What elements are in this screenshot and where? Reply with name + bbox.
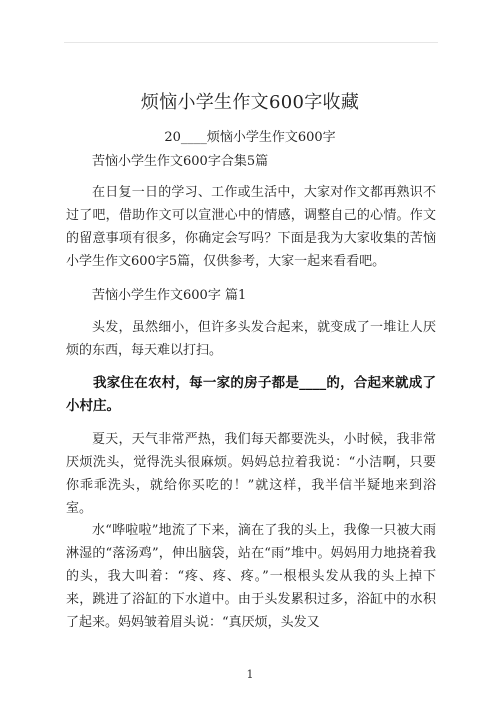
document-title: 烦恼小学生作文600字收藏 xyxy=(140,92,360,113)
paragraph-5: 我家住在农村，每一家的房子都是____的，合起来就成了小村庄。 xyxy=(66,375,436,414)
paragraph-1: 苦恼小学生作文600字合集5篇 xyxy=(92,154,269,169)
paragraph-2: 在日复一日的学习、工作或生活中，大家对作文都再熟识不过了吧，借助作文可以宣泄心中的情感，调整自己的心情。作文的留意事项有很多，你确定会写吗？下面是我为大家收集的苦恼小学生作文600字5篇，仅供参考，大家一起来看看吧。 xyxy=(66,185,436,269)
page-number: 1 xyxy=(246,668,254,681)
paragraph-3: 苦恼小学生作文600字 篇1 xyxy=(92,288,247,303)
document-subtitle: 20____烦恼小学生作文600字 xyxy=(164,130,336,145)
paragraph-4: 头发，虽然细小，但许多头发合起来，就变成了一堆让人厌烦的东西，每天难以打扫。 xyxy=(66,320,436,358)
header-rule xyxy=(64,42,438,43)
paragraph-7: 水“哗啦啦”地流了下来，滴在了我的头上，我像一只被大雨淋湿的“落汤鸡”，伸出脑袋，站在“雨”堆中。妈妈用力地挠着我的头，我大叫着：“疼、疼、疼。”一根根头发从我的头上掉下来，跳进了浴缸的下水道中。由于头发累积过多，浴缸中的水积了起来。妈妈皱着眉头说：“真厌烦，头发又 xyxy=(66,523,436,630)
paragraph-6: 夏天，天气非常严热，我们每天都要洗头，小时候，我非常厌烦洗头，觉得洗头很麻烦。妈妈总拉着我说：“小洁啊，只要你乖乖洗头，就给你买吃的！”就这样，我半信半疑地来到浴室。 xyxy=(66,432,436,516)
